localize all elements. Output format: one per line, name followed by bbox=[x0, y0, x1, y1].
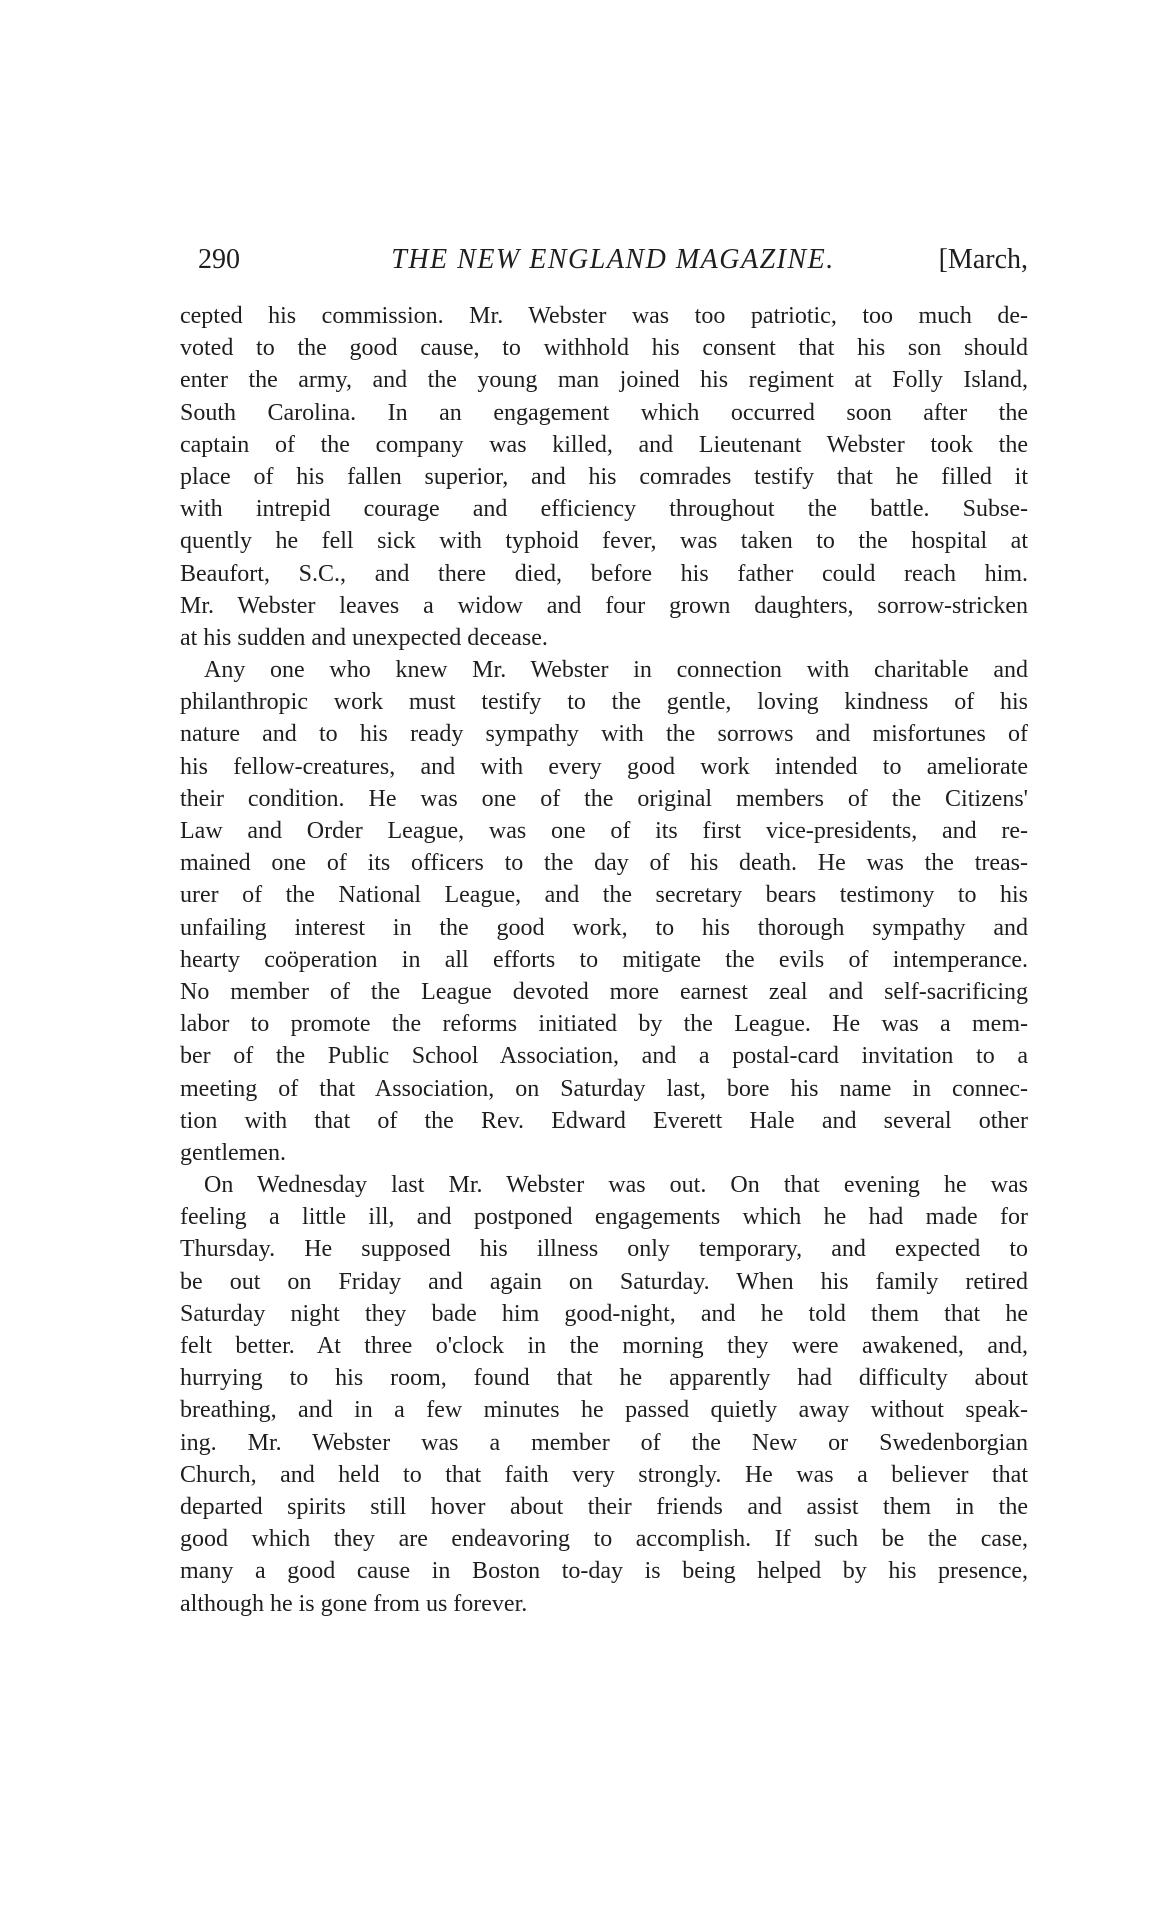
paragraph-1 bbox=[180, 300, 1028, 654]
text-line: feeling a little ill, and postponed engagements which he had made for bbox=[180, 1204, 1028, 1231]
text-line: Church, and held to that faith very strongly. He was a believer that bbox=[180, 1461, 1028, 1488]
text-line: ing. Mr. Webster was a member of the New or Swedenborgian bbox=[180, 1429, 1028, 1456]
text-line: departed spirits still hover about their friends and assist them in the bbox=[180, 1493, 1028, 1520]
text-line: Any one who knew Mr. Webster in connection with charitable and bbox=[204, 657, 1028, 684]
text-line: urer of the National League, and the secretary bears testimony to his bbox=[180, 882, 1028, 909]
running-title: THE NEW ENGLAND MAGAZINE. bbox=[391, 244, 835, 275]
text-line: place of his fallen superior, and his comrades testify that he filled it bbox=[180, 463, 1028, 490]
text-line: philanthropic work must testify to the gentle, loving kindness of his bbox=[180, 689, 1028, 716]
text-line: nature and to his ready sympathy with the sorrows and misfortunes of bbox=[180, 721, 1028, 748]
text-line: at his sudden and unexpected decease. bbox=[180, 624, 548, 651]
text-line: be out on Friday and again on Saturday. When his family retired bbox=[180, 1268, 1028, 1295]
text-line: captain of the company was killed, and Lieutenant Webster took the bbox=[180, 431, 1028, 458]
text-line: gentlemen. bbox=[180, 1139, 286, 1166]
text-line: hurrying to his room, found that he apparently had difficulty about bbox=[180, 1365, 1028, 1392]
text-line: labor to promote the reforms initiated by the League. He was a mem- bbox=[180, 1011, 1028, 1038]
paragraph-3 bbox=[180, 1169, 1028, 1620]
text-line: with intrepid courage and efficiency throughout the battle. Subse- bbox=[180, 496, 1028, 523]
article-body bbox=[180, 300, 1028, 1620]
text-line: hearty coöperation in all efforts to mitigate the evils of intemperance. bbox=[180, 946, 1028, 973]
text-line: Thursday. He supposed his illness only temporary, and expected to bbox=[180, 1236, 1028, 1263]
text-line: Beaufort, S.C., and there died, before his father could reach him. bbox=[180, 560, 1028, 587]
text-line: felt better. At three o'clock in the morning they were awakened, and, bbox=[180, 1333, 1028, 1359]
text-line: On Wednesday last Mr. Webster was out. On that evening he was bbox=[204, 1172, 1028, 1199]
text-line: ber of the Public School Association, and a postal-card invitation to a bbox=[180, 1043, 1028, 1070]
text-line: their condition. He was one of the original members of the Citizens' bbox=[180, 785, 1028, 812]
text-line: Mr. Webster leaves a widow and four grown daughters, sorrow-stricken bbox=[180, 592, 1028, 619]
text-line: unfailing interest in the good work, to his thorough sympathy and bbox=[180, 914, 1028, 941]
text-line: although he is gone from us forever. bbox=[180, 1590, 528, 1617]
page-number: 290 bbox=[198, 244, 240, 275]
text-line: Saturday night they bade him good-night, and he told them that he bbox=[180, 1300, 1028, 1327]
issue-month: [March, bbox=[938, 244, 1028, 275]
text-line: good which they are endeavoring to accomplish. If such be the case, bbox=[180, 1526, 1028, 1553]
text-line: many a good cause in Boston to-day is being helped by his presence, bbox=[180, 1558, 1028, 1585]
text-line: mained one of its officers to the day of his death. He was the treas- bbox=[180, 850, 1028, 877]
text-line: breathing, and in a few minutes he passed quietly away without speak- bbox=[180, 1397, 1028, 1424]
page-header bbox=[198, 244, 1028, 284]
text-line: his fellow-creatures, and with every good work intended to ameliorate bbox=[180, 753, 1028, 780]
text-line: cepted his commission. Mr. Webster was too patriotic, too much de- bbox=[180, 303, 1028, 329]
text-line: South Carolina. In an engagement which occurred soon after the bbox=[180, 399, 1028, 426]
text-line: No member of the League devoted more earnest zeal and self-sacrificing bbox=[180, 978, 1028, 1005]
paragraph-2 bbox=[180, 654, 1028, 1169]
text-line: tion with that of the Rev. Edward Everett Hale and several other bbox=[180, 1107, 1028, 1134]
text-line: meeting of that Association, on Saturday last, bore his name in connec- bbox=[180, 1075, 1028, 1102]
text-line: enter the army, and the young man joined his regiment at Folly Island, bbox=[180, 367, 1028, 394]
text-line: quently he fell sick with typhoid fever, was taken to the hospital at bbox=[180, 528, 1028, 555]
text-line: voted to the good cause, to withhold his consent that his son should bbox=[180, 335, 1028, 362]
text-line: Law and Order League, was one of its first vice-presidents, and re- bbox=[180, 818, 1028, 844]
